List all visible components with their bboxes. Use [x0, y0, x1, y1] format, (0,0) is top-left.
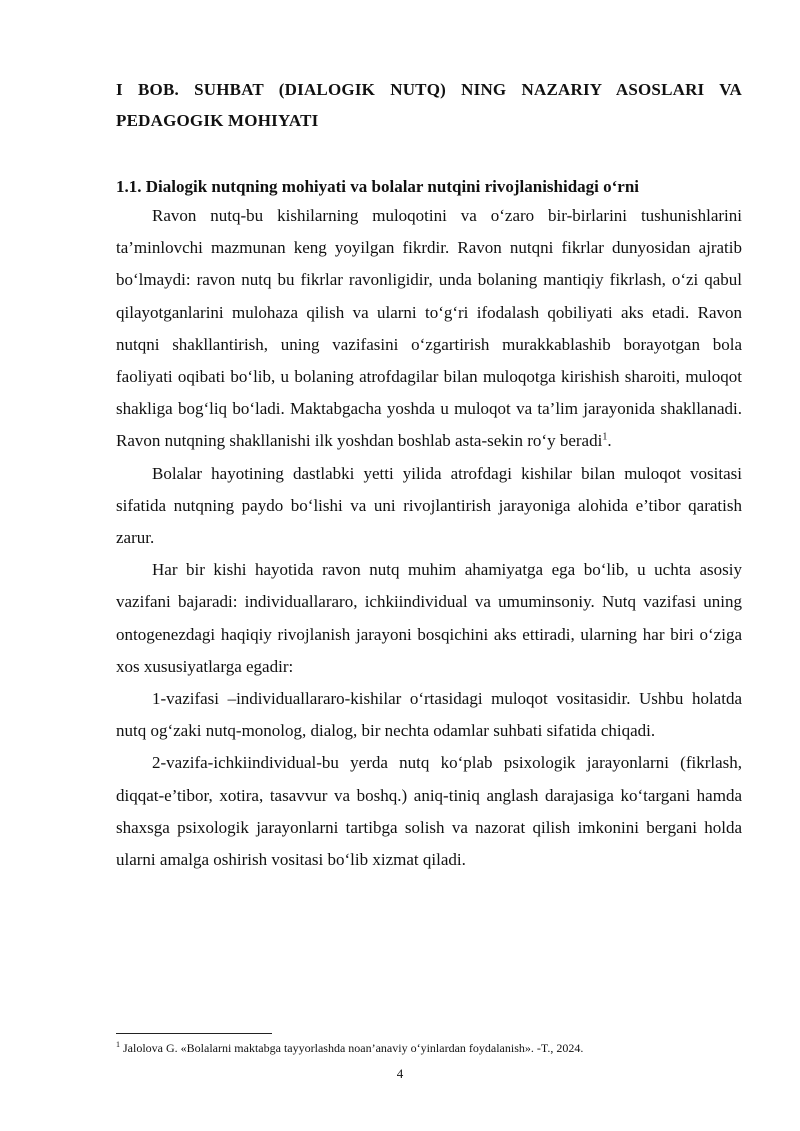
paragraph-text: Ravon nutq-bu kishilarning muloqotini va o‘zaro bir-birlarini tushunishlarini ta’minlovchi mazmunan keng yoyilgan fikrdir. Ravon nutqni fikrlar dunyosidan ajratib bo‘lmaydi: ravon nutq bu fikrlar ravonligidir, unda bolaning mantiqiy fikrlash, o‘zi qabul qilayotganlarini mulohaza qilish va ularni to‘g‘ri ifodalash qobiliyati aks etadi. Ravon nutqni shakllantirish, uning vazifasini o‘zgartirish murakkablashib borayotgan bola faoliyati oqibati bo‘lib, u bolaning atrofdagilar bilan muloqotga kirishish sharoiti, muloqot shakliga bog‘liq bo‘ladi. Maktabgacha yoshda u muloqot va ta’lim jarayonida shakllanadi. Ravon nutqning shakllanishi ilk yoshdan boshlab asta-sekin ro‘y beradi	[116, 206, 742, 451]
body-text	[116, 200, 742, 876]
page-number: 4	[396, 1066, 404, 1081]
chapter-title: I BOB. SUHBAT (DIALOGIK NUTQ) NING NAZARIY ASOSLARI VA PEDAGOGIK MOHIYATI	[116, 80, 742, 130]
paragraph: Har bir kishi hayotida ravon nutq muhim ahamiyatga ega bo‘lib, u uchta asosiy vazifani bajaradi: individuallararo, ichkiindividual va umuminsoniy. Nutq vazifasi uning ontogenezdagi haqiqiy rivojlanish jarayoni bosqichini aks ettiradi, ularning har biri o‘ziga xos xususiyatlarga egadir:	[116, 560, 742, 676]
paragraph: 2-vazifa-ichkiindividual-bu yerda nutq ko‘plab psixologik jarayonlarni (fikrlash, diqqat-e’tibor, xotira, tasavvur va boshq.) aniq-tiniq anglash darajasiga ko‘targani hamda shaxsga psixologik jarayonlarni tartibga solish va nazorat qilish imkonini bergani holda ularni amalga oshirish vositasi bo‘lib xizmat qiladi.	[116, 753, 742, 870]
paragraph-end: .	[607, 431, 612, 451]
footnote-text: Jalolova G. «Bolalarni maktabga tayyorlashda noan’anaviy o‘yinlardan foydalanish». -T., 2024.	[120, 1041, 584, 1055]
section-title: 1.1. Dialogik nutqning mohiyati va bolalar nutqini rivojlanishidagi o‘rni	[116, 177, 640, 196]
footnote-reference[interactable]: 1	[602, 431, 608, 443]
paragraph: Bolalar hayotining dastlabki yetti yilida atrofdagi kishilar bilan muloqot vositasi sifatida nutqning paydo bo‘lishi va uni rivojlantirish jarayoniga alohida e’tibor qaratish zarur.	[116, 463, 742, 548]
paragraph: 1-vazifasi –individuallararo-kishilar o‘rtasidagi muloqot vositasidir. Ushbu holatda nutq og‘zaki nutq-monolog, dialog, bir nechta odamlar suhbati sifatida chiqadi.	[116, 689, 742, 741]
footnote	[116, 1040, 756, 1056]
paragraph	[116, 200, 742, 458]
footnote-divider	[116, 1033, 272, 1034]
footnote-marker: 1	[116, 1040, 120, 1049]
